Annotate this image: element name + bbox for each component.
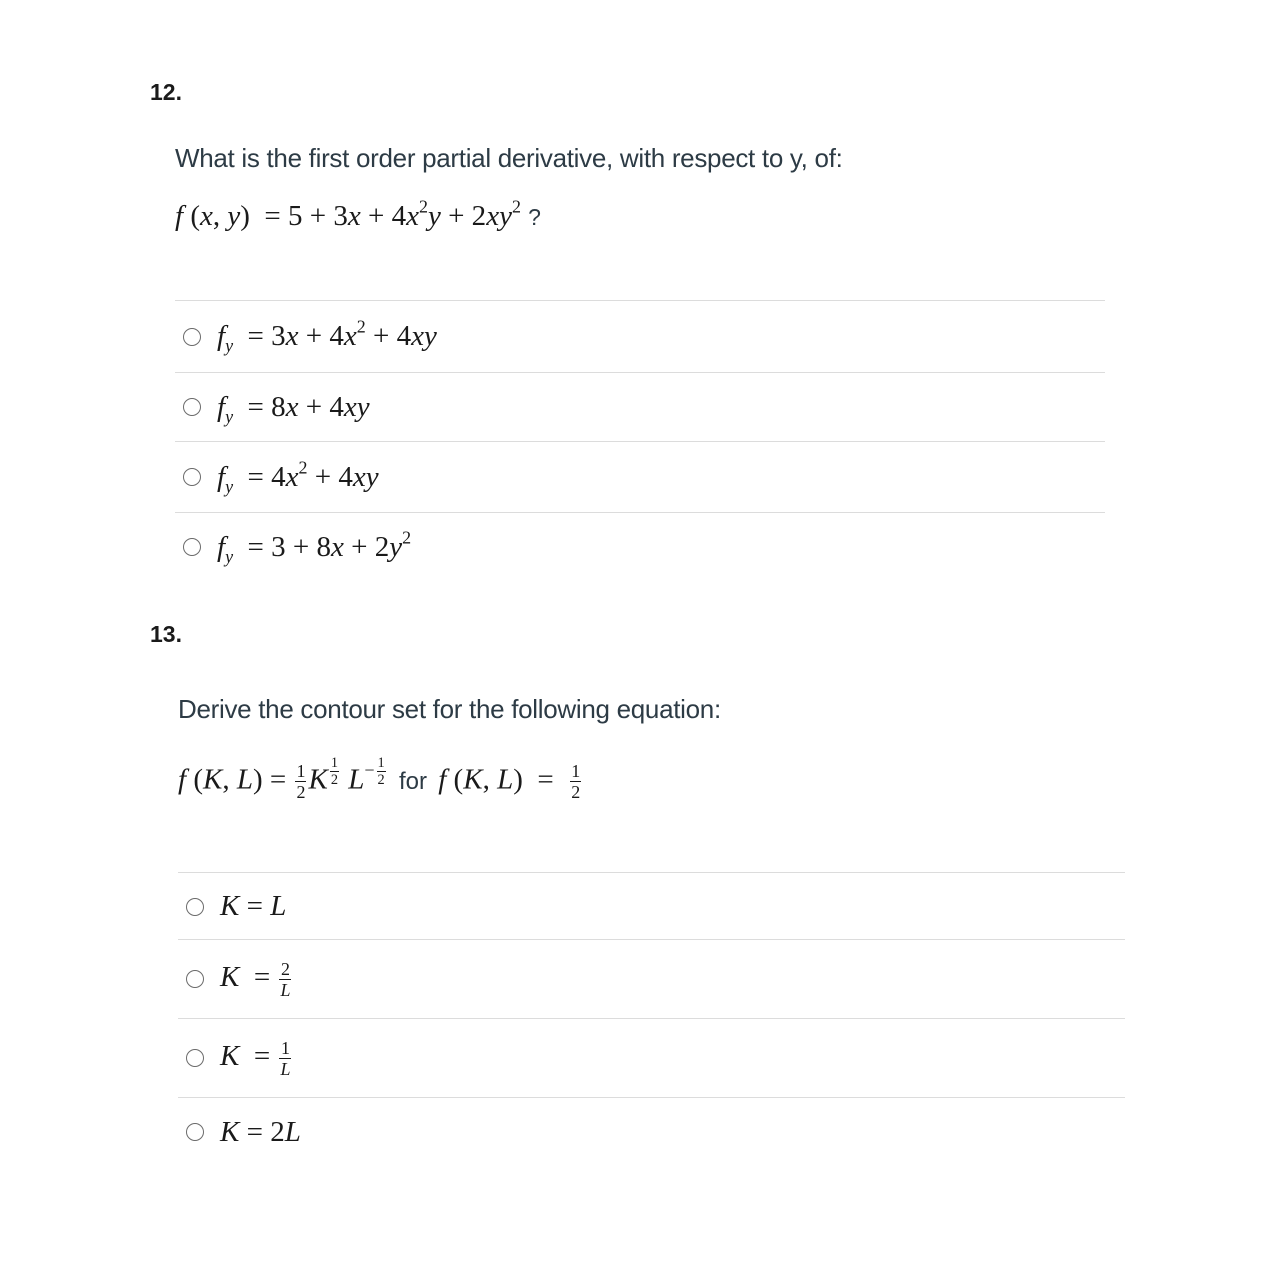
answer-list xyxy=(178,872,1125,1172)
answer-option[interactable] xyxy=(178,1018,1125,1097)
answer-option[interactable] xyxy=(175,512,1105,581)
question-equation: f (x, $y) = 5 + 3x + 4x^2y + 2xy^2$ ? xyxy=(175,196,541,232)
for-word: for xyxy=(398,767,427,795)
answer-option[interactable] xyxy=(175,372,1105,441)
answer-option[interactable] xyxy=(175,300,1105,372)
radio-button[interactable] xyxy=(186,1049,204,1067)
answer-formula: $f_y = 4x^2 + 4xy$ xyxy=(217,456,379,496)
answer-formula: K = 2L xyxy=(220,1115,301,1148)
radio-button[interactable] xyxy=(186,898,204,916)
answer-formula: $f_y = 3 + 8x + 2y^2$ xyxy=(217,526,412,566)
radio-button[interactable] xyxy=(183,398,201,416)
question-number: 13. xyxy=(150,621,182,647)
answer-formula: K = $\frac{1}{L}$ xyxy=(220,1037,291,1079)
question-number: 12. xyxy=(150,79,182,105)
answer-formula: $f_y = 8x + 4xy$ xyxy=(217,390,370,426)
radio-button[interactable] xyxy=(183,328,201,346)
question-mark: ? xyxy=(528,204,541,230)
radio-button[interactable] xyxy=(183,538,201,556)
answer-option[interactable] xyxy=(175,441,1105,512)
question-prompt: What is the first order partial derivative, with respect to y, of: xyxy=(175,143,843,173)
radio-button[interactable] xyxy=(186,1123,204,1141)
answer-option[interactable] xyxy=(178,1097,1125,1166)
answer-formula: $f_y = 3x + 4x^2 + 4xy$ xyxy=(217,316,437,356)
answer-list xyxy=(175,300,1105,582)
question-equation: f (K, L) = $\frac{1}{2}$ K $^{\frac{1}{2}}$ $L^{- \frac{1}{2}}$ for f (K, L) = $\frac{1}{2}$ xyxy=(178,755,581,803)
answer-option[interactable] xyxy=(178,939,1125,1018)
radio-button[interactable] xyxy=(183,468,201,486)
answer-option[interactable] xyxy=(178,872,1125,940)
answer-formula: K = $\frac{2}{L}$ xyxy=(220,958,291,1000)
answer-formula: K = L xyxy=(220,890,287,922)
radio-button[interactable] xyxy=(186,970,204,988)
question-prompt: Derive the contour set for the following equation: xyxy=(178,694,721,724)
